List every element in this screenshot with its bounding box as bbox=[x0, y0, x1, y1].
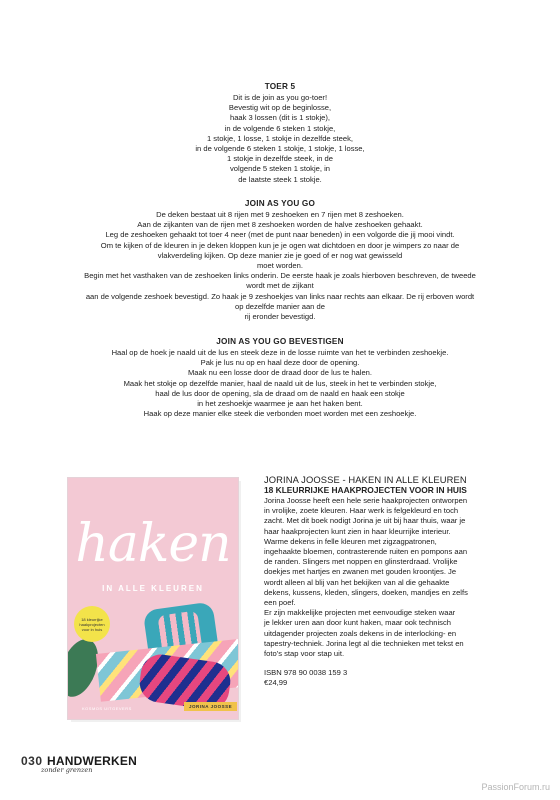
join-line: aan de volgende zeshoek bevestigd. Zo haak je 9 zeshoekjes van links naar rechts aan elkaar. De rij erboven wordt bbox=[85, 291, 475, 301]
toer5-line: Dit is de join as you go-toer! bbox=[232, 93, 328, 102]
book-cover-publisher: KOSMOS UITGEVERS bbox=[82, 706, 132, 711]
book-info bbox=[264, 474, 526, 689]
join-line: op dezelfde manier aan de bbox=[235, 301, 325, 311]
book-info-line: Warme dekens in felle kleuren met zigzagpatronen, bbox=[264, 536, 437, 546]
join-line: Leg de zeshoeken gehaakt tot toer 4 neer (met de punt naar beneden) in een volgorde die jij mooi vindt. bbox=[105, 230, 455, 240]
book-info-line: dekens, kussens, kleden, slingers, doeken, mandjes en zelfs bbox=[264, 587, 468, 597]
book-cover-badge: 18 kleurrijke haakprojecten voor in huis bbox=[74, 606, 110, 642]
join-line: Om te kijken of de kleuren in je deken kloppen kun je je ogen wat dichtdoen en door je wimpers zo naar de bbox=[100, 240, 460, 250]
join-line: rij eronder bevestigd. bbox=[244, 312, 316, 322]
join-as-you-go-section bbox=[40, 199, 520, 322]
book-info-line: doekjes met hartjes en zwanen met gouden kroontjes. Je bbox=[264, 567, 457, 577]
book-info-line: een poef. bbox=[264, 598, 296, 608]
book-cover-image bbox=[68, 478, 238, 719]
book-info-title: JORINA JOOSSE - HAKEN IN ALLE KLEUREN bbox=[264, 474, 467, 485]
book-info-line: foto’s stap voor stap uit. bbox=[264, 649, 345, 659]
join-as-you-go-heading: JOIN AS YOU GO bbox=[244, 199, 316, 208]
bevestigen-line: Pak je lus nu op en haal deze door de opening. bbox=[200, 358, 360, 368]
book-info-line: uitdagender projecten zoals dekens in de interlocking- en bbox=[264, 628, 457, 638]
bevestigen-line: Maak het stokje op dezelfde manier, haal de naald uit de lus, steek in het te verbinden stokje, bbox=[123, 378, 437, 388]
book-info-line: Jorina Joosse heeft een hele serie haakprojecten ontworpen bbox=[264, 496, 468, 505]
book-info-line: zacht. Met dit boek nodigt Jorina je uit bij haar thuis, waar je bbox=[264, 516, 466, 526]
join-line: Aan de zijkanten van de rijen met 8 zeshoeken worden de halve zeshoeken gehaakt. bbox=[137, 220, 423, 230]
join-line: vlakverdeling kijken. Op deze manier zie je goed of er nog wat gewisseld bbox=[157, 250, 403, 260]
book-info-line: tapestry-techniek. Jorina legt al die technieken met tekst en bbox=[264, 638, 464, 648]
book-cover-subtitle: IN ALLE KLEUREN bbox=[102, 584, 204, 593]
page-number: 030 bbox=[21, 754, 43, 768]
book-info-line: ingehaakte bloemen, contrasterende ruiten en pompons aan bbox=[264, 547, 468, 557]
book-price: €24,99 bbox=[264, 678, 288, 688]
book-info-line: haar haakprojecten kunt zien in haar kleurrijke interieur. bbox=[264, 526, 451, 536]
toer5-line: Bevestig wit op de beginlosse, bbox=[228, 103, 332, 113]
toer5-heading: TOER 5 bbox=[264, 82, 296, 91]
toer5-section bbox=[40, 82, 520, 185]
join-bevestigen-heading: JOIN AS YOU GO BEVESTIGEN bbox=[216, 337, 344, 346]
toer5-line: volgende 5 steken 1 stokje, in bbox=[229, 164, 331, 174]
join-line: moet worden. bbox=[256, 261, 303, 271]
watermark: PassionForum.ru bbox=[481, 782, 550, 792]
bevestigen-line: haal de lus door de opening, sla de draad om de naald en haak een stokje bbox=[155, 388, 405, 398]
toer5-line: 1 stokje, 1 losse, 1 stokje in dezelfde steek, bbox=[206, 133, 354, 143]
book-isbn: ISBN 978 90 0038 159 3 bbox=[264, 668, 348, 678]
book-cover-author: JORINA JOOSSE bbox=[184, 702, 237, 711]
magazine-tagline: zonder grenzen bbox=[41, 766, 93, 774]
book-info-line: Er zijn makkelijke projecten met eenvoudige steken waar bbox=[264, 608, 456, 618]
toer5-line: haak 3 lossen (dit is 1 stokje), bbox=[229, 113, 331, 123]
toer5-line: de laatste steek 1 stokje. bbox=[238, 174, 322, 184]
book-cover-title: haken bbox=[75, 514, 231, 574]
magazine-logo: HANDWERKEN bbox=[46, 754, 137, 768]
page-footer bbox=[21, 752, 137, 776]
bevestigen-line: Maak nu een losse door de draad door de lus te halen. bbox=[187, 368, 373, 378]
bevestigen-line: Haal op de hoek je naald uit de lus en steek deze in de losse ruimte van het te verbinden zeshoekje. bbox=[111, 348, 449, 357]
book-info-line: wordt alleen al blij van het bekijken van al die gehaakte bbox=[264, 577, 450, 587]
toer5-line: 1 stokje in dezelfde steek, in de bbox=[227, 154, 333, 164]
book-info-line: de randen. Slingers met noppen en glinsterdraad. Vrolijke bbox=[264, 557, 458, 567]
bevestigen-line: in het zeshoekje waarmee je aan het haken bent. bbox=[197, 399, 363, 409]
join-line: Begin met het vasthaken van de zeshoeken links onderin. De eerste haak je zoals hierboven beschreven, de tweede bbox=[84, 271, 476, 281]
book-info-subtitle: 18 KLEURRIJKE HAAKPROJECTEN VOOR IN HUIS bbox=[264, 485, 467, 495]
book-info-line: in vrolijke, zoete kleuren. Haar werk is felgekleurd en toch bbox=[264, 506, 459, 516]
toer5-line: in de volgende 6 steken 1 stokje, 1 stokje, 1 losse, bbox=[195, 144, 365, 154]
join-line: wordt met de zijkant bbox=[246, 281, 314, 291]
join-bevestigen-section bbox=[40, 337, 520, 419]
bevestigen-line: Haak op deze manier elke steek die verbonden moet worden met een zeshoekje. bbox=[143, 409, 417, 419]
toer5-line: in de volgende 6 steken 1 stokje, bbox=[224, 123, 336, 133]
join-line: De deken bestaat uit 8 rijen met 9 zeshoeken en 7 rijen met 8 zeshoeken. bbox=[156, 210, 404, 219]
book-info-line: je lekker uren aan door kunt haken, maar ook technisch bbox=[264, 618, 451, 628]
